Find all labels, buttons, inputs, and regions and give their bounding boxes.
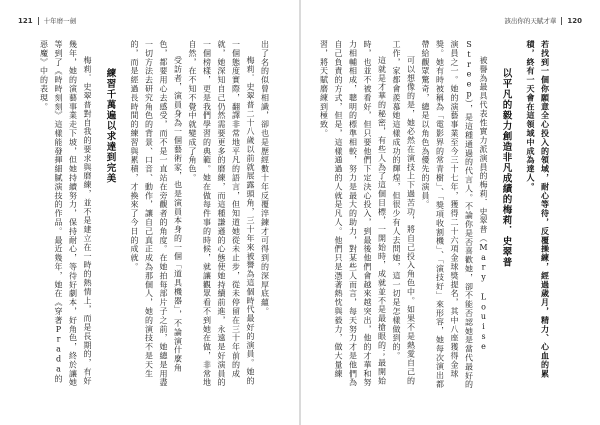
- header-divider: [561, 17, 562, 25]
- section-heading: 練習千萬遍以求達到完美: [104, 68, 116, 184]
- right-page-header: [504, 14, 582, 28]
- left-page: [36, 40, 274, 390]
- body-paragraph: 出了名的似曾相識，卻也是歷經數十年反覆淬鍊才可得到的深厚底蘊。: [260, 40, 270, 316]
- body-paragraph: 這就是才華的秘密，有些人為了這個目標，一開始時，成就並不是最搶眼的；最開始時，也並不被看好，但只要他們下定決心投入，到最後他們會越來越突出，他的才華和努力相輔相成，聰明的標準相較，努力是最大的助力，對某些人而言，每天努力才是他們為自己負責的方式，但是，這樣通過的人就是凡人。他們只是憑著熱忱與毅力，做大量練習，將天賦磨練到極致。: [319, 40, 387, 388]
- body-paragraph: 梅莉．史翠普對自我的要求與磨練，並不是建立在一時的熱情上，而是長期的，有好幾年，她的演藝事業走下坡，但她持續努力，保持耐心，等待好劇本，好角色，終於讓她等到了《時時刻刻》這樣能發揮細膩演技的作品。最近幾年，她在《穿著Prada的惡魔》中的表現。: [39, 40, 92, 388]
- section-heading: 以平凡的毅力創造非凡成績的梅莉．史翠普: [500, 68, 512, 268]
- body-paragraph: 可以想像的是，她必然在演技上下過苦功，將自己投入角色中。如果不是熱愛自己的工作，家都會羨慕她這樣成功的輝煌，但很少有人去問她，這一切是怎樣做到的。: [392, 40, 416, 386]
- left-page-body: [36, 40, 272, 390]
- right-page-number: 120: [567, 17, 582, 25]
- left-page-number: 121: [18, 17, 33, 25]
- body-paragraph: 梅莉．史翠普二十八歲以前就展露頭角，三十年來被譽為這個時代最好的演員。她的一個態度實際，翻譯非常地平凡的語言，但知道她從未止步，從未停留在三十年前的成就，她深知自己仍然需要更多的磨練，而這種謙遜的心態使她持續前進，永遠是好演員的一個榜樣，更是我們學習的典範。她在做每件事的時候，就讓觀眾看不到她在做，非常地自然，在不知不覺中就變成了角色。: [188, 40, 255, 388]
- left-page-header: [18, 14, 76, 28]
- right-page-body: [316, 40, 552, 390]
- body-paragraph: 被譽為最具代表性實力派演員的梅莉．史翠普（Mary Louise Streep），是這種通過的代言人。不論你是否喜歡她，卻不能否認她是當代最好的演員之一。她的演藝事業至今三十七年，獲得二十六項金球獎提名，其中八座獲得金球獎。她有時被稱為「電影界的常青樹」、「獎項收割機」、「演技好」來形容，她每次演出都帶給觀眾驚奇，總是以角色為優先的演員。: [421, 40, 488, 390]
- right-chapter-title: 該出你的天賦才華: [504, 17, 557, 25]
- intro-paragraph: 若找到一個你願意全心投入的領域，耐心等待，反覆操練，經過歲月，精力、心血的累積，終有一天會在這領域中成為達人。: [526, 40, 550, 379]
- book-gutter: [299, 0, 301, 425]
- left-book-title: 十年磨一劍: [43, 17, 77, 25]
- header-divider: [38, 17, 39, 25]
- body-paragraph: 受訪者，演員身為一個藝術家，也是演員本身的一個「道具機器」，不論演什麼角色，都要用心去感受，而不是一直站在旁觀者的角度。在她拍每部片子之前，她總是用盡一切方法去研究角色的背景、口音、動作，讓自己真正成為那個人，她的演技不是天生的，而是經過長時間的練習與累積，才換來了今日的成就。: [130, 40, 183, 388]
- right-page: [316, 40, 556, 390]
